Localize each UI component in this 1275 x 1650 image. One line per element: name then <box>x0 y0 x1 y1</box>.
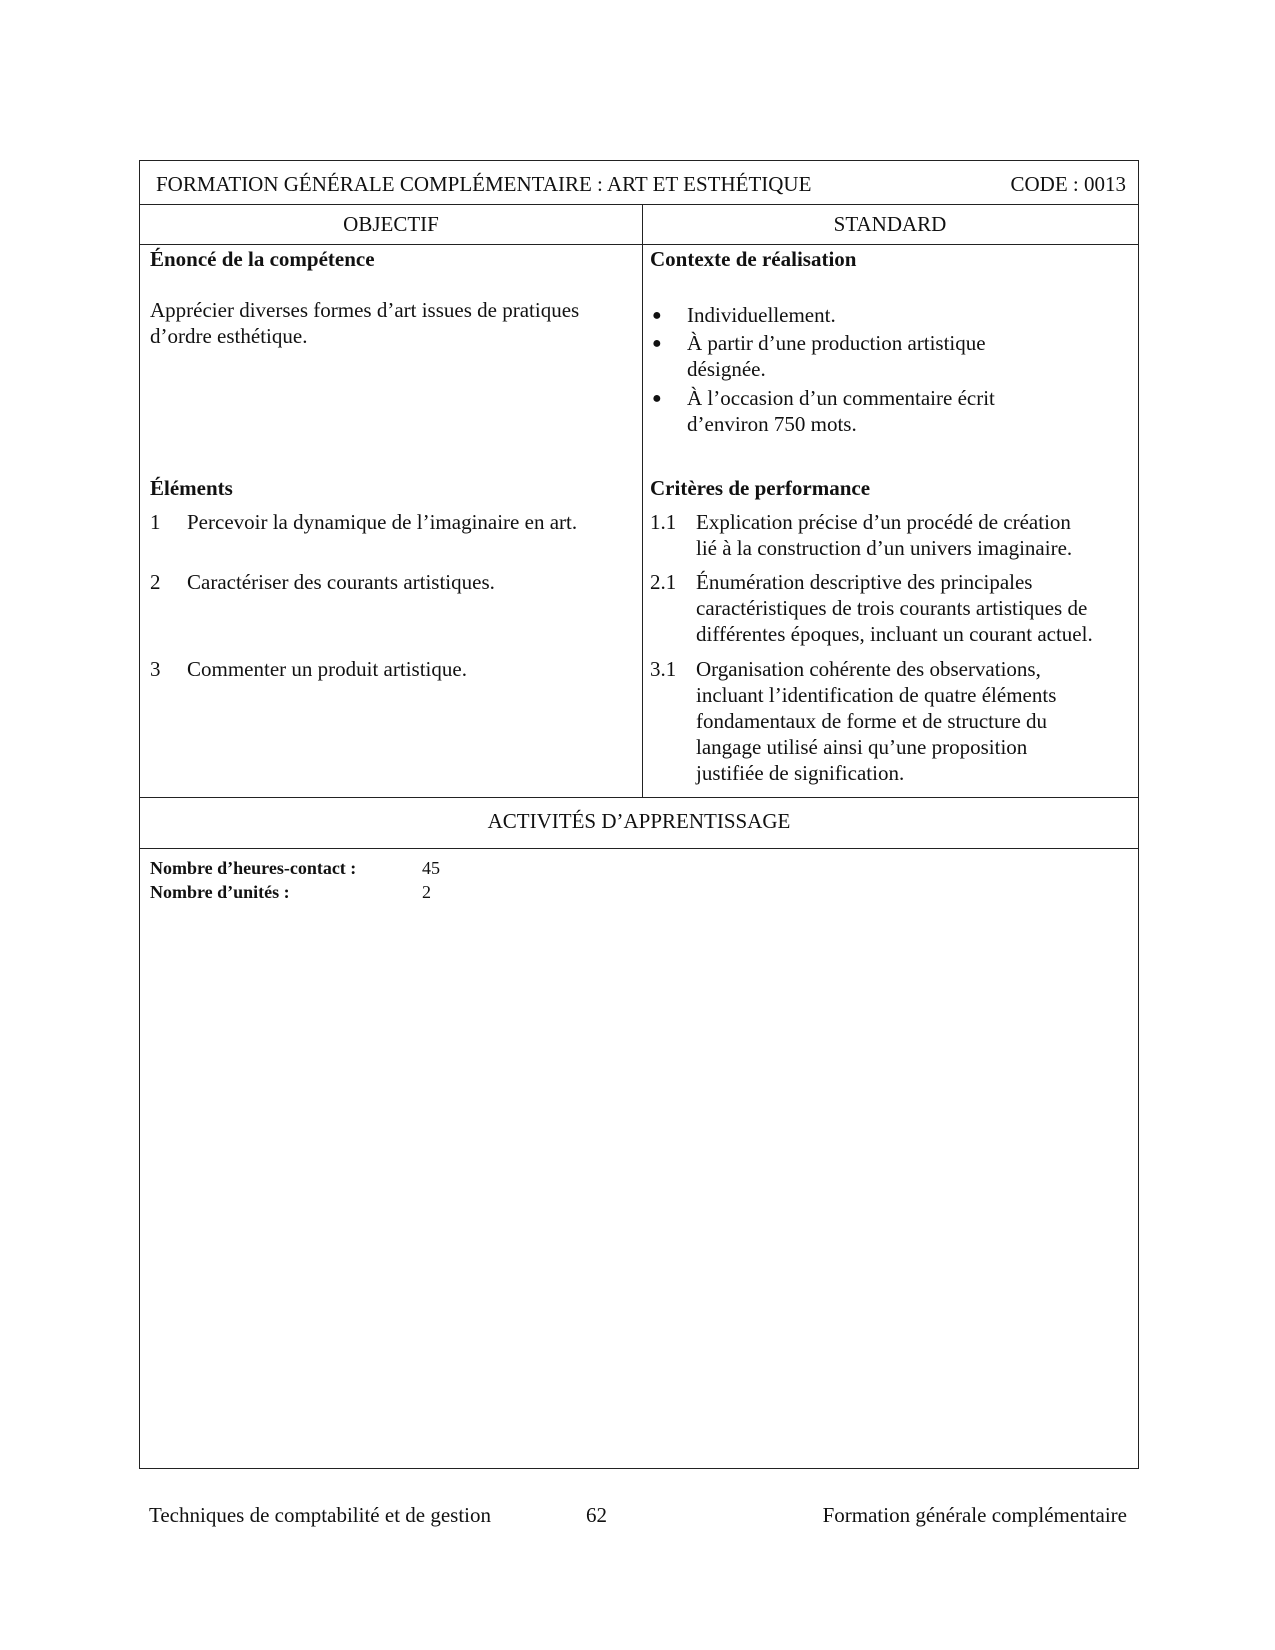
row-divider <box>140 797 1138 798</box>
column-divider <box>642 204 643 797</box>
heures-contact-value: 45 <box>422 858 440 878</box>
element-text: Percevoir la dynamique de l’imaginaire en art. <box>187 510 578 534</box>
critere-line: Organisation cohérente des observations, <box>696 657 1041 681</box>
critere-line: Explication précise d’un procédé de création <box>696 510 1071 534</box>
activites-heading: ACTIVITÉS D’APPRENTISSAGE <box>487 809 791 833</box>
course-code: CODE : 0013 <box>1010 172 1126 196</box>
row-divider <box>140 204 1138 205</box>
critere-line: incluant l’identification de quatre éléments <box>696 683 1057 707</box>
element-number: 3 <box>150 657 161 681</box>
bullet-icon: ● <box>652 335 662 352</box>
element-text: Caractériser des courants artistiques. <box>187 570 495 594</box>
elements-heading: Éléments <box>150 476 233 500</box>
contexte-item: À partir d’une production artistique <box>687 331 986 355</box>
bullet-icon: ● <box>652 390 662 407</box>
unites-value: 2 <box>422 882 431 902</box>
unites-label: Nombre d’unités : <box>150 882 290 902</box>
column-heading-objectif: OBJECTIF <box>343 212 439 236</box>
critere-line: langage utilisé ainsi qu’une proposition <box>696 735 1028 759</box>
column-heading-standard: STANDARD <box>833 212 947 236</box>
critere-line: justifiée de signification. <box>696 761 905 785</box>
footer-page-number: 62 <box>586 1503 607 1527</box>
criteres-heading: Critères de performance <box>650 476 871 500</box>
critere-line: Énumération descriptive des principales <box>696 570 1033 594</box>
contexte-item: Individuellement. <box>687 303 836 327</box>
element-number: 1 <box>150 510 161 534</box>
competence-heading: Énoncé de la compétence <box>150 247 375 271</box>
element-number: 2 <box>150 570 161 594</box>
row-divider <box>140 848 1138 849</box>
contexte-item-continued: d’environ 750 mots. <box>687 412 857 436</box>
critere-line: caractéristiques de trois courants artistiques de <box>696 596 1088 620</box>
competence-line: d’ordre esthétique. <box>150 324 308 348</box>
heures-contact-label: Nombre d’heures-contact : <box>150 858 357 878</box>
course-title: FORMATION GÉNÉRALE COMPLÉMENTAIRE : ART ET ESTHÉTIQUE <box>156 172 812 196</box>
row-divider <box>140 244 1138 245</box>
contexte-heading: Contexte de réalisation <box>650 247 857 271</box>
critere-number: 3.1 <box>650 657 677 681</box>
bullet-icon: ● <box>652 307 662 324</box>
critere-number: 2.1 <box>650 570 677 594</box>
footer-program: Techniques de comptabilité et de gestion <box>149 1503 492 1527</box>
critere-line: différentes époques, incluant un courant actuel. <box>696 622 1093 646</box>
contexte-item-continued: désignée. <box>687 357 766 381</box>
footer-section: Formation générale complémentaire <box>822 1503 1127 1527</box>
critere-line: fondamentaux de forme et de structure du <box>696 709 1048 733</box>
contexte-item: À l’occasion d’un commentaire écrit <box>687 386 995 410</box>
critere-line: lié à la construction d’un univers imaginaire. <box>696 536 1073 560</box>
critere-number: 1.1 <box>650 510 677 534</box>
competence-line: Apprécier diverses formes d’art issues de pratiques <box>150 298 580 322</box>
element-text: Commenter un produit artistique. <box>187 657 467 681</box>
course-table <box>139 160 1139 1469</box>
